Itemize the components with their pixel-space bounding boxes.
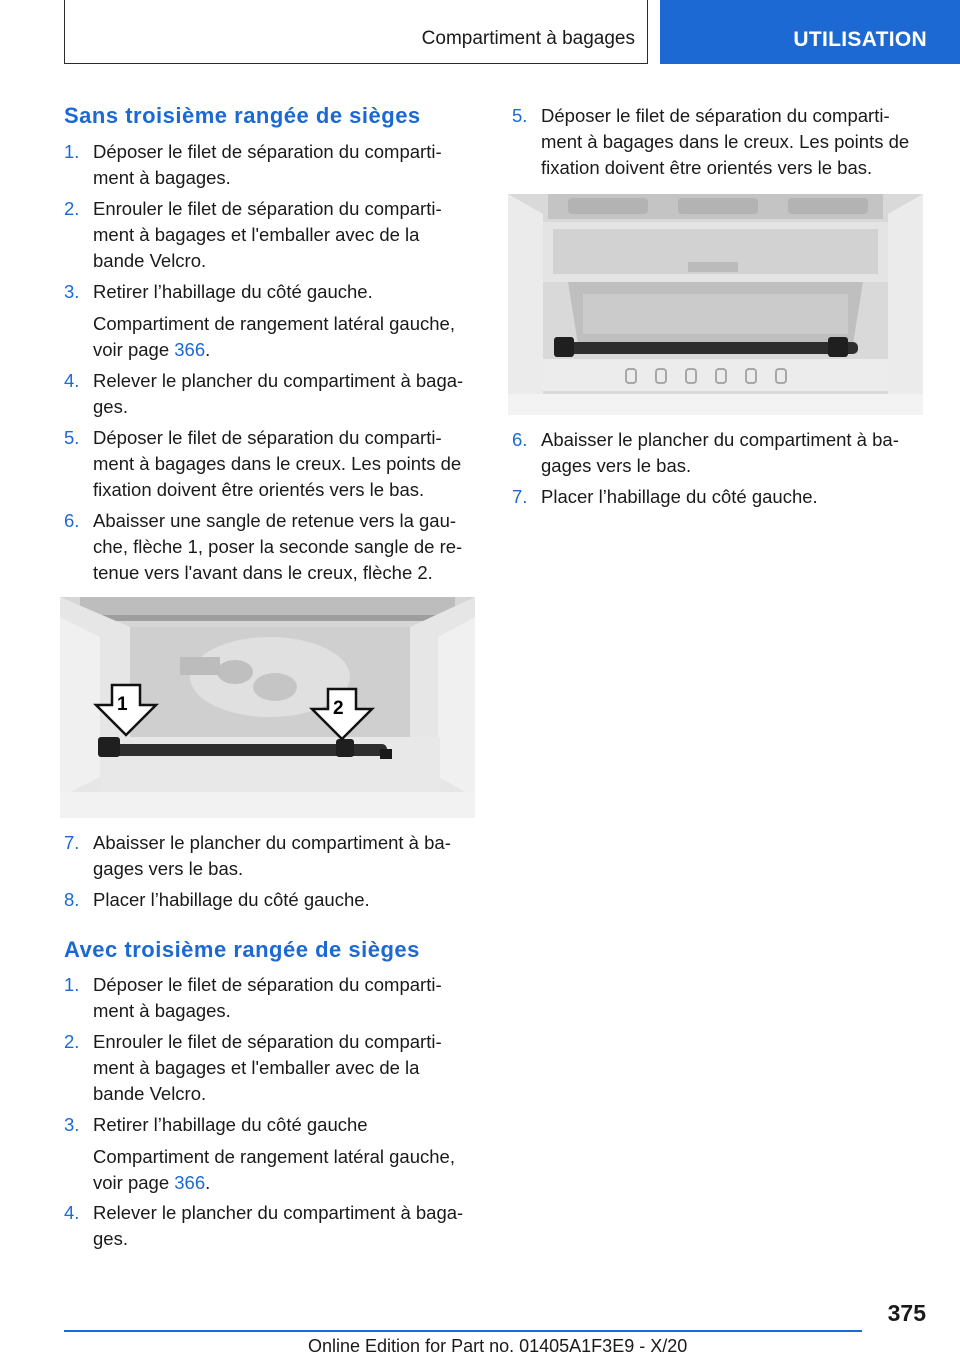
step-8 [64,887,476,913]
step-b1 [64,972,476,1024]
step-text-line: Placer l’habillage du côté gauche. [93,889,370,910]
step-number: 7. [64,832,80,853]
step-number: 8. [64,889,80,910]
note-text-line: Compartiment de rangement latéral gauche, [93,313,455,334]
step-text-line: Déposer le filet de séparation du comparti- [541,105,890,126]
step-6 [64,508,476,586]
step-text-line: Abaisser le plancher du compartiment à ba- [93,832,451,853]
step-text-line: ment à bagages dans le creux. Les points de [93,453,462,474]
step-text-line: ges. [93,1228,128,1249]
step-number: 1. [64,974,80,995]
step-text-line: Déposer le filet de séparation du comparti- [93,974,442,995]
step-text-line: che, flèche 1, poser la seconde sangle de re- [93,536,463,557]
trunk-photo-third-row [508,194,923,415]
step-2 [64,196,476,274]
note-text-line: voir page [93,1172,175,1193]
step-number: 2. [64,1031,80,1052]
step-number: 3. [64,1114,80,1135]
note-text-end: . [205,1172,211,1193]
step-number: 5. [64,427,80,448]
step-text-line: Relever le plancher du compartiment à baga- [93,370,464,391]
step-number: 2. [64,198,80,219]
section-title-without-third-row: Sans troisième rangée de sièges [64,103,421,128]
step-text-line: Déposer le filet de séparation du comparti- [93,141,442,162]
step-b3-note [93,1144,476,1196]
step-text-line: ment à bagages. [93,167,231,188]
step-number: 6. [64,510,80,531]
page-number: 375 [887,1300,926,1326]
step-text-line: Placer l’habillage du côté gauche. [541,486,818,507]
header-section-title: Compartiment à bagages [421,28,635,49]
footer-edition-text: Online Edition for Part no. 01405A1F3E9 - X/20 [308,1336,688,1356]
step-text-line: Enrouler le filet de séparation du comparti- [93,1031,442,1052]
step-text-line: bande Velcro. [93,1083,207,1104]
step-text-line: Abaisser le plancher du compartiment à ba- [541,429,899,450]
step-text-line: Relever le plancher du compartiment à baga- [93,1202,464,1223]
step-text-line: bande Velcro. [93,250,207,271]
section-title-with-third-row: Avec troisième rangée de sièges [64,937,420,962]
step-text-line: ges. [93,396,128,417]
step-number: 6. [512,429,528,450]
footer-divider [64,1330,862,1332]
step-3 [64,279,476,305]
step-b3 [64,1112,476,1138]
step-r7 [512,484,924,510]
step-text-line: ment à bagages. [93,1000,231,1021]
arrow-label-2: 2 [333,698,344,719]
step-number: 5. [512,105,528,126]
step-text-line: ment à bagages dans le creux. Les points de [541,131,910,152]
note-text-line: Compartiment de rangement latéral gauche, [93,1146,455,1167]
step-text-line: Retirer l’habillage du côté gauche. [93,281,373,302]
step-text-line: fixation doivent être orientés vers le bas. [541,157,873,178]
step-text-line: Enrouler le filet de séparation du comparti- [93,198,442,219]
step-number: 4. [64,370,80,391]
page-link-366[interactable]: 366 [174,1172,206,1193]
header-chapter-title: UTILISATION [793,28,927,51]
step-1 [64,139,476,191]
step-b4 [64,1200,476,1252]
note-text-line: voir page [93,339,175,360]
step-text-line: Retirer l’habillage du côté gauche [93,1114,368,1135]
note-text-end: . [205,339,211,360]
step-text-line: Déposer le filet de séparation du comparti- [93,427,442,448]
step-r6 [512,427,924,479]
header-chapter-tab [660,0,960,64]
page-link-366[interactable]: 366 [174,339,206,360]
step-7 [64,830,476,882]
step-text-line: ment à bagages et l'emballer avec de la [93,224,420,245]
step-r5 [512,103,924,181]
arrow-label-1: 1 [117,694,128,715]
step-text-line: gages vers le bas. [93,858,244,879]
step-text-line: Abaisser une sangle de retenue vers la gau- [93,510,457,531]
trunk-photo-arrows [60,597,475,818]
step-number: 4. [64,1202,80,1223]
step-number: 7. [512,486,528,507]
step-4 [64,368,476,420]
step-number: 3. [64,281,80,302]
header-section-box [64,0,648,64]
step-text-line: ment à bagages et l'emballer avec de la [93,1057,420,1078]
trunk-third-row-illustration [508,194,923,415]
step-3-note [93,311,476,363]
step-b2 [64,1029,476,1107]
step-text-line: fixation doivent être orientés vers le bas. [93,479,425,500]
step-5 [64,425,476,503]
step-text-line: gages vers le bas. [541,455,692,476]
step-text-line: tenue vers l'avant dans le creux, flèche 2. [93,562,433,583]
step-number: 1. [64,141,80,162]
